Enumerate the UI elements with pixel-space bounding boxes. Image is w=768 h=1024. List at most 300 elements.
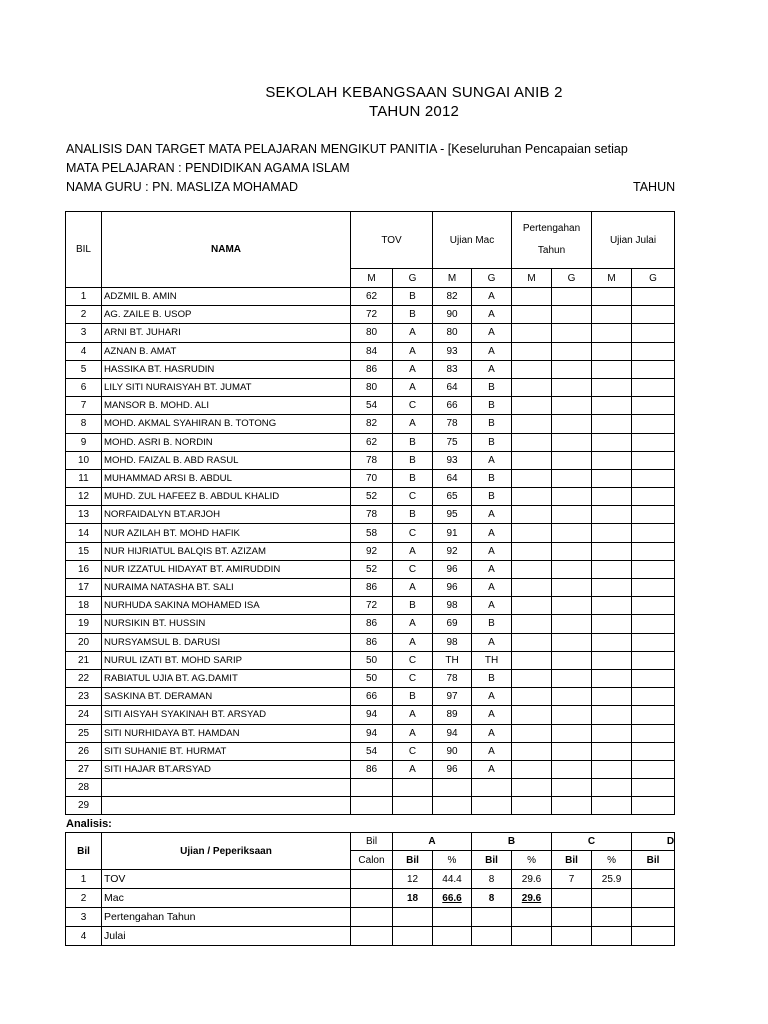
cell-mac-mark: 93: [433, 451, 472, 469]
analysis-cell-a-bil: [393, 908, 433, 927]
cell-tov-grade: B: [393, 469, 433, 487]
cell-tov-grade: C: [393, 669, 433, 687]
cell-pert-mark: [512, 688, 552, 706]
cell-mac-mark: 94: [433, 724, 472, 742]
analysis-row: [66, 870, 675, 889]
cell-bil: 24: [66, 706, 102, 724]
cell-pert-mark: [512, 397, 552, 415]
table-row: [66, 797, 675, 815]
cell-nama: [102, 797, 351, 815]
cell-mac-grade: B: [472, 469, 512, 487]
cell-bil: 19: [66, 615, 102, 633]
cell-mac-mark: 83: [433, 360, 472, 378]
analysis-header-grade-c: C: [552, 833, 632, 851]
analysis-row: [66, 927, 675, 946]
cell-nama: SITI HAJAR BT.ARSYAD: [102, 760, 351, 778]
table-row: [66, 324, 675, 342]
cell-julai-grade: [632, 669, 675, 687]
table-row: [66, 378, 675, 396]
cell-tov-mark: 54: [351, 742, 393, 760]
header-m: M: [433, 269, 472, 288]
cell-bil: 18: [66, 597, 102, 615]
cell-pert-mark: [512, 579, 552, 597]
header-g: G: [393, 269, 433, 288]
cell-nama: NORFAIDALYN BT.ARJOH: [102, 506, 351, 524]
cell-pert-mark: [512, 651, 552, 669]
cell-pert-grade: [552, 433, 592, 451]
analysis-cell-b-bil: 8: [472, 889, 512, 908]
cell-julai-mark: [592, 288, 632, 306]
cell-nama: NURSYAMSUL B. DARUSI: [102, 633, 351, 651]
analysis-label: Analisis:: [66, 818, 112, 830]
cell-tov-mark: 54: [351, 397, 393, 415]
cell-bil: 9: [66, 433, 102, 451]
cell-julai-mark: [592, 324, 632, 342]
analysis-cell-name: Pertengahan Tahun: [102, 908, 351, 927]
table-row: [66, 433, 675, 451]
cell-julai-mark: [592, 433, 632, 451]
cell-bil: 23: [66, 688, 102, 706]
cell-tov-grade: B: [393, 433, 433, 451]
cell-tov-grade: A: [393, 324, 433, 342]
cell-tov-grade: B: [393, 306, 433, 324]
cell-mac-mark: 78: [433, 669, 472, 687]
cell-nama: SITI AISYAH SYAKINAH BT. ARSYAD: [102, 706, 351, 724]
cell-mac-mark: 96: [433, 760, 472, 778]
analysis-cell-d-bil: [632, 889, 675, 908]
cell-tov-mark: 82: [351, 415, 393, 433]
cell-julai-mark: [592, 669, 632, 687]
table-row: [66, 306, 675, 324]
cell-tov-grade: A: [393, 378, 433, 396]
table-row: [66, 560, 675, 578]
cell-pert-mark: [512, 415, 552, 433]
cell-mac-grade: A: [472, 524, 512, 542]
cell-tov-mark: 94: [351, 724, 393, 742]
analysis-cell-c-bil: [552, 908, 592, 927]
cell-tov-grade: [393, 779, 433, 797]
cell-mac-grade: A: [472, 324, 512, 342]
analysis-description: ANALISIS DAN TARGET MATA PELAJARAN MENGIKUT PANITIA - [Keseluruhan Pencapaian setiap: [66, 142, 628, 156]
table-row: [66, 724, 675, 742]
analysis-cell-c-bil: [552, 927, 592, 946]
cell-tov-mark: 50: [351, 669, 393, 687]
cell-julai-mark: [592, 724, 632, 742]
cell-julai-grade: [632, 324, 675, 342]
cell-mac-grade: A: [472, 342, 512, 360]
cell-pert-grade: [552, 397, 592, 415]
cell-julai-mark: [592, 451, 632, 469]
cell-tov-mark: 72: [351, 306, 393, 324]
cell-mac-grade: A: [472, 597, 512, 615]
cell-mac-grade: B: [472, 378, 512, 396]
cell-mac-grade: B: [472, 669, 512, 687]
cell-pert-grade: [552, 524, 592, 542]
cell-tov-grade: C: [393, 560, 433, 578]
cell-mac-grade: A: [472, 451, 512, 469]
cell-julai-mark: [592, 579, 632, 597]
cell-julai-grade: [632, 488, 675, 506]
cell-tov-grade: A: [393, 724, 433, 742]
analysis-cell-a-bil: 18: [393, 889, 433, 908]
cell-nama: MOHD. FAIZAL B. ABD RASUL: [102, 451, 351, 469]
analysis-sub-bil: Bil: [393, 851, 433, 870]
table-row: [66, 288, 675, 306]
analysis-table: [65, 832, 675, 946]
cell-julai-grade: [632, 597, 675, 615]
table-row: [66, 669, 675, 687]
table-row: [66, 688, 675, 706]
header-nama: NAMA: [102, 212, 351, 288]
cell-tov-grade: C: [393, 488, 433, 506]
analysis-sub-bil: Bil: [472, 851, 512, 870]
analysis-cell-bil: 4: [66, 927, 102, 946]
analysis-cell-d-bil: [632, 870, 675, 889]
cell-pert-grade: [552, 560, 592, 578]
cell-bil: 4: [66, 342, 102, 360]
cell-julai-mark: [592, 633, 632, 651]
cell-pert-mark: [512, 615, 552, 633]
cell-mac-mark: 75: [433, 433, 472, 451]
analysis-header-grade-d: D: [632, 833, 675, 851]
cell-bil: 15: [66, 542, 102, 560]
cell-bil: 25: [66, 724, 102, 742]
cell-pert-mark: [512, 779, 552, 797]
cell-tov-mark: 50: [351, 651, 393, 669]
cell-julai-mark: [592, 542, 632, 560]
cell-tov-mark: 62: [351, 288, 393, 306]
cell-julai-grade: [632, 360, 675, 378]
cell-nama: NURUL IZATI BT. MOHD SARIP: [102, 651, 351, 669]
cell-pert-mark: [512, 560, 552, 578]
analysis-cell-b-bil: 8: [472, 870, 512, 889]
cell-pert-mark: [512, 706, 552, 724]
cell-pert-grade: [552, 706, 592, 724]
cell-tov-grade: A: [393, 615, 433, 633]
cell-mac-mark: 82: [433, 288, 472, 306]
cell-nama: NURAIMA NATASHA BT. SALI: [102, 579, 351, 597]
cell-mac-mark: 64: [433, 469, 472, 487]
table-row: [66, 415, 675, 433]
cell-mac-grade: A: [472, 506, 512, 524]
cell-tov-mark: 84: [351, 342, 393, 360]
cell-bil: 28: [66, 779, 102, 797]
analysis-cell-name: Mac: [102, 889, 351, 908]
cell-pert-mark: [512, 597, 552, 615]
cell-tov-grade: [393, 797, 433, 815]
cell-julai-mark: [592, 779, 632, 797]
analysis-cell-b-bil: [472, 927, 512, 946]
cell-pert-grade: [552, 669, 592, 687]
cell-pert-mark: [512, 488, 552, 506]
cell-mac-mark: 66: [433, 397, 472, 415]
cell-tov-grade: C: [393, 397, 433, 415]
cell-nama: MOHD. ASRI B. NORDIN: [102, 433, 351, 451]
cell-julai-mark: [592, 688, 632, 706]
cell-mac-grade: A: [472, 706, 512, 724]
cell-tov-mark: 80: [351, 324, 393, 342]
cell-tov-mark: 86: [351, 760, 393, 778]
cell-mac-mark: 90: [433, 306, 472, 324]
cell-tov-mark: [351, 797, 393, 815]
table-row: [66, 506, 675, 524]
cell-pert-grade: [552, 542, 592, 560]
cell-pert-grade: [552, 688, 592, 706]
cell-tov-grade: C: [393, 524, 433, 542]
cell-tov-grade: A: [393, 760, 433, 778]
cell-julai-mark: [592, 706, 632, 724]
cell-julai-grade: [632, 742, 675, 760]
cell-pert-grade: [552, 779, 592, 797]
cell-nama: MANSOR B. MOHD. ALI: [102, 397, 351, 415]
cell-julai-mark: [592, 415, 632, 433]
cell-bil: 16: [66, 560, 102, 578]
header-ujian-mac: Ujian Mac: [433, 212, 512, 269]
cell-nama: HASSIKA BT. HASRUDIN: [102, 360, 351, 378]
cell-julai-mark: [592, 342, 632, 360]
cell-tov-grade: A: [393, 542, 433, 560]
cell-mac-grade: [472, 779, 512, 797]
cell-tov-grade: B: [393, 506, 433, 524]
cell-bil: 17: [66, 579, 102, 597]
cell-julai-grade: [632, 306, 675, 324]
analysis-cell-a-pct: [433, 927, 472, 946]
cell-pert-mark: [512, 451, 552, 469]
cell-tov-mark: 78: [351, 506, 393, 524]
cell-julai-grade: [632, 688, 675, 706]
analysis-sub-pct: %: [592, 851, 632, 870]
cell-mac-mark: 96: [433, 560, 472, 578]
school-title: SEKOLAH KEBANGSAAN SUNGAI ANIB 2: [265, 84, 563, 101]
cell-pert-mark: [512, 524, 552, 542]
cell-mac-grade: A: [472, 579, 512, 597]
cell-nama: NURSIKIN BT. HUSSIN: [102, 615, 351, 633]
cell-julai-grade: [632, 779, 675, 797]
header-g: G: [472, 269, 512, 288]
cell-pert-mark: [512, 378, 552, 396]
table-row: [66, 651, 675, 669]
header-g: G: [552, 269, 592, 288]
cell-pert-mark: [512, 324, 552, 342]
cell-pert-mark: [512, 760, 552, 778]
cell-mac-mark: 95: [433, 506, 472, 524]
cell-mac-mark: 65: [433, 488, 472, 506]
analysis-cell-a-bil: [393, 927, 433, 946]
analysis-header-bil-calon-2: Calon: [351, 851, 393, 870]
header-ujian-julai: Ujian Julai: [592, 212, 675, 269]
cell-tov-mark: 78: [351, 451, 393, 469]
cell-tov-mark: 94: [351, 706, 393, 724]
cell-julai-grade: [632, 506, 675, 524]
cell-julai-grade: [632, 560, 675, 578]
cell-julai-grade: [632, 288, 675, 306]
cell-nama: MOHD. AKMAL SYAHIRAN B. TOTONG: [102, 415, 351, 433]
cell-mac-mark: 91: [433, 524, 472, 542]
header-pertengahan-line2: Tahun: [537, 245, 566, 256]
cell-julai-mark: [592, 651, 632, 669]
cell-julai-grade: [632, 342, 675, 360]
subject-line: MATA PELAJARAN : PENDIDIKAN AGAMA ISLAM: [66, 161, 350, 175]
cell-tov-mark: 80: [351, 378, 393, 396]
cell-julai-mark: [592, 760, 632, 778]
cell-tov-mark: 86: [351, 615, 393, 633]
table-row: [66, 779, 675, 797]
cell-nama: LILY SITI NURAISYAH BT. JUMAT: [102, 378, 351, 396]
cell-pert-grade: [552, 615, 592, 633]
cell-mac-grade: B: [472, 397, 512, 415]
cell-nama: SASKINA BT. DERAMAN: [102, 688, 351, 706]
analysis-cell-c-pct: [592, 908, 632, 927]
analysis-cell-b-pct: 29.6: [512, 889, 552, 908]
cell-tov-mark: 86: [351, 360, 393, 378]
cell-tov-mark: 52: [351, 560, 393, 578]
cell-julai-grade: [632, 433, 675, 451]
cell-mac-grade: A: [472, 688, 512, 706]
cell-julai-grade: [632, 724, 675, 742]
cell-pert-grade: [552, 651, 592, 669]
cell-mac-mark: 78: [433, 415, 472, 433]
cell-mac-grade: TH: [472, 651, 512, 669]
analysis-cell-calon: [351, 908, 393, 927]
table-row: [66, 524, 675, 542]
cell-bil: 8: [66, 415, 102, 433]
cell-tov-mark: 86: [351, 579, 393, 597]
cell-pert-grade: [552, 724, 592, 742]
cell-pert-grade: [552, 760, 592, 778]
cell-julai-mark: [592, 378, 632, 396]
cell-tov-grade: A: [393, 342, 433, 360]
cell-mac-grade: B: [472, 488, 512, 506]
cell-julai-grade: [632, 706, 675, 724]
cell-julai-grade: [632, 760, 675, 778]
cell-mac-mark: 89: [433, 706, 472, 724]
cell-pert-mark: [512, 288, 552, 306]
cell-pert-grade: [552, 579, 592, 597]
cell-pert-grade: [552, 797, 592, 815]
cell-julai-grade: [632, 797, 675, 815]
cell-bil: 13: [66, 506, 102, 524]
analysis-cell-bil: 3: [66, 908, 102, 927]
cell-nama: AZNAN B. AMAT: [102, 342, 351, 360]
cell-tov-mark: 62: [351, 433, 393, 451]
analysis-cell-calon: [351, 927, 393, 946]
cell-julai-mark: [592, 597, 632, 615]
cell-tov-grade: C: [393, 651, 433, 669]
cell-bil: 6: [66, 378, 102, 396]
analysis-sub-bil: Bil: [552, 851, 592, 870]
cell-pert-mark: [512, 342, 552, 360]
cell-pert-grade: [552, 342, 592, 360]
cell-tov-grade: A: [393, 579, 433, 597]
cell-julai-grade: [632, 579, 675, 597]
table-row: [66, 615, 675, 633]
cell-mac-grade: B: [472, 433, 512, 451]
cell-mac-grade: A: [472, 288, 512, 306]
cell-tov-grade: B: [393, 688, 433, 706]
cell-mac-grade: A: [472, 542, 512, 560]
analysis-sub-pct: %: [433, 851, 472, 870]
analysis-cell-name: TOV: [102, 870, 351, 889]
cell-pert-mark: [512, 433, 552, 451]
cell-julai-mark: [592, 742, 632, 760]
analysis-header-bil: Bil: [66, 833, 102, 870]
table-row: [66, 397, 675, 415]
analysis-header-grade-a: A: [393, 833, 472, 851]
cell-mac-mark: 96: [433, 579, 472, 597]
cell-mac-mark: 92: [433, 542, 472, 560]
cell-julai-mark: [592, 306, 632, 324]
cell-mac-grade: A: [472, 724, 512, 742]
cell-bil: 11: [66, 469, 102, 487]
analysis-cell-d-bil: [632, 908, 675, 927]
cell-nama: AG. ZAILE B. USOP: [102, 306, 351, 324]
cell-julai-grade: [632, 469, 675, 487]
year-title: TAHUN 2012: [368, 103, 460, 120]
cell-nama: [102, 779, 351, 797]
cell-mac-grade: A: [472, 742, 512, 760]
cell-pert-mark: [512, 506, 552, 524]
analysis-cell-c-pct: 25.9: [592, 870, 632, 889]
table-row: [66, 488, 675, 506]
cell-bil: 22: [66, 669, 102, 687]
cell-julai-grade: [632, 633, 675, 651]
analysis-cell-c-pct: [592, 889, 632, 908]
cell-julai-grade: [632, 651, 675, 669]
header-m: M: [592, 269, 632, 288]
cell-julai-mark: [592, 360, 632, 378]
table-row: [66, 597, 675, 615]
header-g: G: [632, 269, 675, 288]
cell-pert-mark: [512, 542, 552, 560]
cell-julai-grade: [632, 415, 675, 433]
cell-mac-grade: A: [472, 760, 512, 778]
header-m: M: [512, 269, 552, 288]
cell-bil: 12: [66, 488, 102, 506]
cell-pert-grade: [552, 360, 592, 378]
header-bil: BIL: [66, 212, 102, 288]
cell-nama: NUR AZILAH BT. MOHD HAFIK: [102, 524, 351, 542]
analysis-header-grade-b: B: [472, 833, 552, 851]
cell-julai-grade: [632, 615, 675, 633]
cell-pert-grade: [552, 306, 592, 324]
analysis-cell-calon: [351, 870, 393, 889]
analysis-cell-a-pct: 44.4: [433, 870, 472, 889]
analysis-row: [66, 908, 675, 927]
cell-bil: 27: [66, 760, 102, 778]
cell-pert-grade: [552, 742, 592, 760]
cell-bil: 5: [66, 360, 102, 378]
cell-mac-mark: 90: [433, 742, 472, 760]
analysis-cell-d-bil: [632, 927, 675, 946]
cell-bil: 29: [66, 797, 102, 815]
cell-julai-mark: [592, 560, 632, 578]
cell-julai-grade: [632, 524, 675, 542]
cell-mac-grade: A: [472, 633, 512, 651]
cell-nama: RABIATUL UJIA BT. AG.DAMIT: [102, 669, 351, 687]
student-results-table: [65, 211, 675, 815]
teacher-line: NAMA GURU : PN. MASLIZA MOHAMAD: [66, 180, 298, 194]
cell-bil: 10: [66, 451, 102, 469]
cell-bil: 1: [66, 288, 102, 306]
cell-mac-mark: 69: [433, 615, 472, 633]
analysis-header-ujian: Ujian / Peperiksaan: [102, 833, 351, 870]
cell-pert-grade: [552, 488, 592, 506]
header-pertengahan-line1: Pertengahan: [522, 223, 581, 234]
analysis-cell-b-bil: [472, 908, 512, 927]
cell-pert-grade: [552, 288, 592, 306]
analysis-sub-pct: %: [512, 851, 552, 870]
cell-pert-mark: [512, 633, 552, 651]
